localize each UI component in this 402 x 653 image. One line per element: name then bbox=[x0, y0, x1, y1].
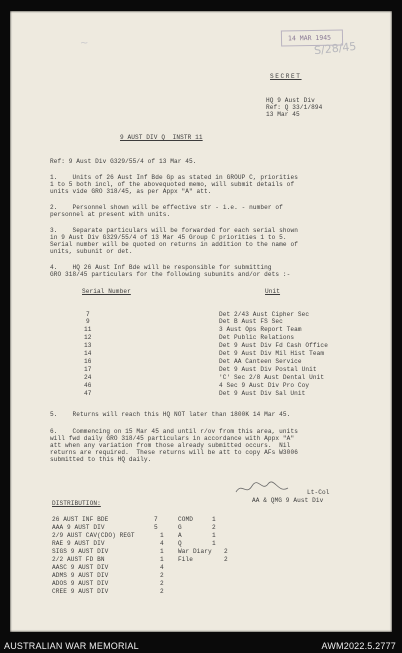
dist-copies: 2 bbox=[160, 588, 164, 595]
serial-unit: 'C' Sec 2/8 Aust Dental Unit bbox=[219, 374, 325, 381]
para-line: 1 to 5 both incl, of the abovequoted memo, will submit details of bbox=[50, 181, 295, 188]
dist-recipient: SIGS 9 AUST DIV bbox=[52, 548, 109, 555]
para-ref: Ref: 9 Aust Div G329/55/4 of 13 Mar 45. bbox=[50, 158, 197, 165]
serial-number: 47 bbox=[84, 390, 92, 397]
para-line: 2. Personnel shown will be effective str - i.e. - number of bbox=[50, 204, 283, 211]
para-5: 5. Returns will reach this HQ NOT later than 1800K 14 Mar 45. bbox=[50, 411, 291, 418]
serial-unit: Det AA Canteen Service bbox=[219, 358, 302, 365]
stamp-date: 14 MAR 1945 bbox=[287, 33, 332, 43]
footer-institution: AUSTRALIAN WAR MEMORIAL bbox=[4, 641, 139, 651]
dist-copies: 2 bbox=[160, 580, 164, 587]
serial-number: 17 bbox=[84, 366, 92, 373]
dist-recipient: AASC 9 AUST DIV bbox=[52, 564, 109, 571]
signature-scrawl bbox=[232, 478, 292, 498]
header-ref: Ref: Q 33/1/894 bbox=[266, 104, 323, 111]
dist-recipient: War Diary bbox=[178, 548, 212, 555]
para-line: returns are required. These returns will be att to copy AFs W3006 bbox=[50, 449, 298, 456]
footer-accession-number: AWM2022.5.2777 bbox=[321, 641, 396, 651]
document-title: 9 AUST DIV Q INSTR 11 bbox=[120, 134, 203, 141]
dist-recipient: CREE 9 AUST DIV bbox=[52, 588, 109, 595]
para-line: units, subunit or det. bbox=[50, 248, 133, 255]
dist-recipient: COMD bbox=[178, 516, 194, 523]
serial-unit: Det B Aust FS Sec bbox=[219, 318, 283, 325]
para-line: 3. Separate particulars will be forwarded for each serial shown bbox=[50, 227, 298, 234]
serial-number: 13 bbox=[84, 342, 92, 349]
dist-copies: 1 bbox=[160, 532, 164, 539]
para-line: att when any variation from those already submitted occurs. Nil bbox=[50, 442, 291, 449]
distribution-label: DISTRIBUTION: bbox=[52, 500, 101, 507]
serial-unit: Det 9 Aust Div Postal Unit bbox=[219, 366, 317, 373]
serial-unit: 4 Sec 9 Aust Div Pro Coy bbox=[219, 382, 310, 389]
para-line: in 9 Aust Div G329/55/4 of 13 Mar 45 Group C priorities 1 to 5. bbox=[50, 234, 287, 241]
para-line: GRO 318/45 particulars for the following subunits and/or dets :- bbox=[50, 271, 291, 278]
dist-copies: 7 bbox=[154, 516, 158, 523]
dist-recipient: 2/2 AUST FD BN bbox=[52, 556, 105, 563]
serial-unit: Det 9 Aust Div Mil Hist Team bbox=[219, 350, 325, 357]
dist-recipient: Q bbox=[178, 540, 182, 547]
dist-recipient: RAE 9 AUST DIV bbox=[52, 540, 105, 547]
dist-copies: 5 bbox=[154, 524, 158, 531]
dist-copies: 2 bbox=[160, 572, 164, 579]
dist-copies: 2 bbox=[224, 548, 228, 555]
serial-number: 12 bbox=[84, 334, 92, 341]
dist-recipient: A bbox=[178, 532, 182, 539]
serial-unit: Det 9 Aust Div Fd Cash Office bbox=[219, 342, 328, 349]
para-line: submitted to this HQ daily. bbox=[50, 456, 152, 463]
signature-appointment: AA & QMG 9 Aust Div bbox=[252, 497, 324, 504]
dist-copies: 4 bbox=[160, 540, 164, 547]
dist-recipient: 26 AUST INF BDE bbox=[52, 516, 109, 523]
serial-number: 14 bbox=[84, 350, 92, 357]
dist-copies: 2 bbox=[224, 556, 228, 563]
dist-copies: 4 bbox=[160, 564, 164, 571]
serial-unit: 3 Aust Ops Report Team bbox=[219, 326, 302, 333]
para-line: units vide GRO 318/45, as per Appx "A" att. bbox=[50, 188, 212, 195]
serial-number: 16 bbox=[84, 358, 92, 365]
dist-copies: 1 bbox=[212, 540, 216, 547]
dist-copies: 2 bbox=[212, 524, 216, 531]
unit-header: Unit bbox=[265, 288, 281, 295]
classification: SECRET bbox=[270, 73, 302, 80]
serial-unit: Det 2/43 Aust Cipher Sec bbox=[219, 311, 310, 318]
dist-recipient: 2/9 AUST CAV(CDO) REGT bbox=[52, 532, 135, 539]
dist-copies: 1 bbox=[160, 556, 164, 563]
para-line: Serial number will be quoted on returns in addition to the name of bbox=[50, 241, 298, 248]
dist-recipient: ADOS 9 AUST DIV bbox=[52, 580, 109, 587]
serial-number: 9 bbox=[86, 318, 90, 325]
serial-number: 11 bbox=[84, 326, 92, 333]
serial-unit: Det Public Relations bbox=[219, 334, 295, 341]
dist-recipient: G bbox=[178, 524, 182, 531]
serial-header: Serial Number bbox=[82, 288, 131, 295]
header-hq: HQ 9 Aust Div bbox=[266, 97, 315, 104]
dist-recipient: ADMS 9 AUST DIV bbox=[52, 572, 109, 579]
para-line: 4. HQ 26 Aust Inf Bde will be responsible for submitting bbox=[50, 264, 272, 271]
dist-copies: 1 bbox=[212, 516, 216, 523]
para-line: personnel at present with units. bbox=[50, 211, 171, 218]
para-line: 1. Units of 26 Aust Inf Bde Gp as stated in GROUP C, priorities bbox=[50, 174, 298, 181]
serial-number: 24 bbox=[84, 374, 92, 381]
dist-copies: 1 bbox=[160, 548, 164, 555]
serial-number: 46 bbox=[84, 382, 92, 389]
dist-recipient: AAA 9 AUST DIV bbox=[52, 524, 105, 531]
serial-number: 7 bbox=[86, 311, 90, 318]
dist-copies: 1 bbox=[212, 532, 216, 539]
handwritten-file-number: S/28/45 bbox=[313, 39, 357, 58]
dist-recipient: File bbox=[178, 556, 194, 563]
header-date: 13 Mar 45 bbox=[266, 111, 300, 118]
para-line: 6. Commencing on 15 Mar 45 and until r/ov from this area, units bbox=[50, 428, 298, 435]
signature-rank: Lt-Col bbox=[307, 489, 330, 496]
para-line: will fwd daily GRO 318/45 particulars in accordance with Appx "A" bbox=[50, 435, 295, 442]
serial-unit: Det 9 Aust Div Sal Unit bbox=[219, 390, 306, 397]
pencil-mark: ~ bbox=[80, 38, 89, 49]
